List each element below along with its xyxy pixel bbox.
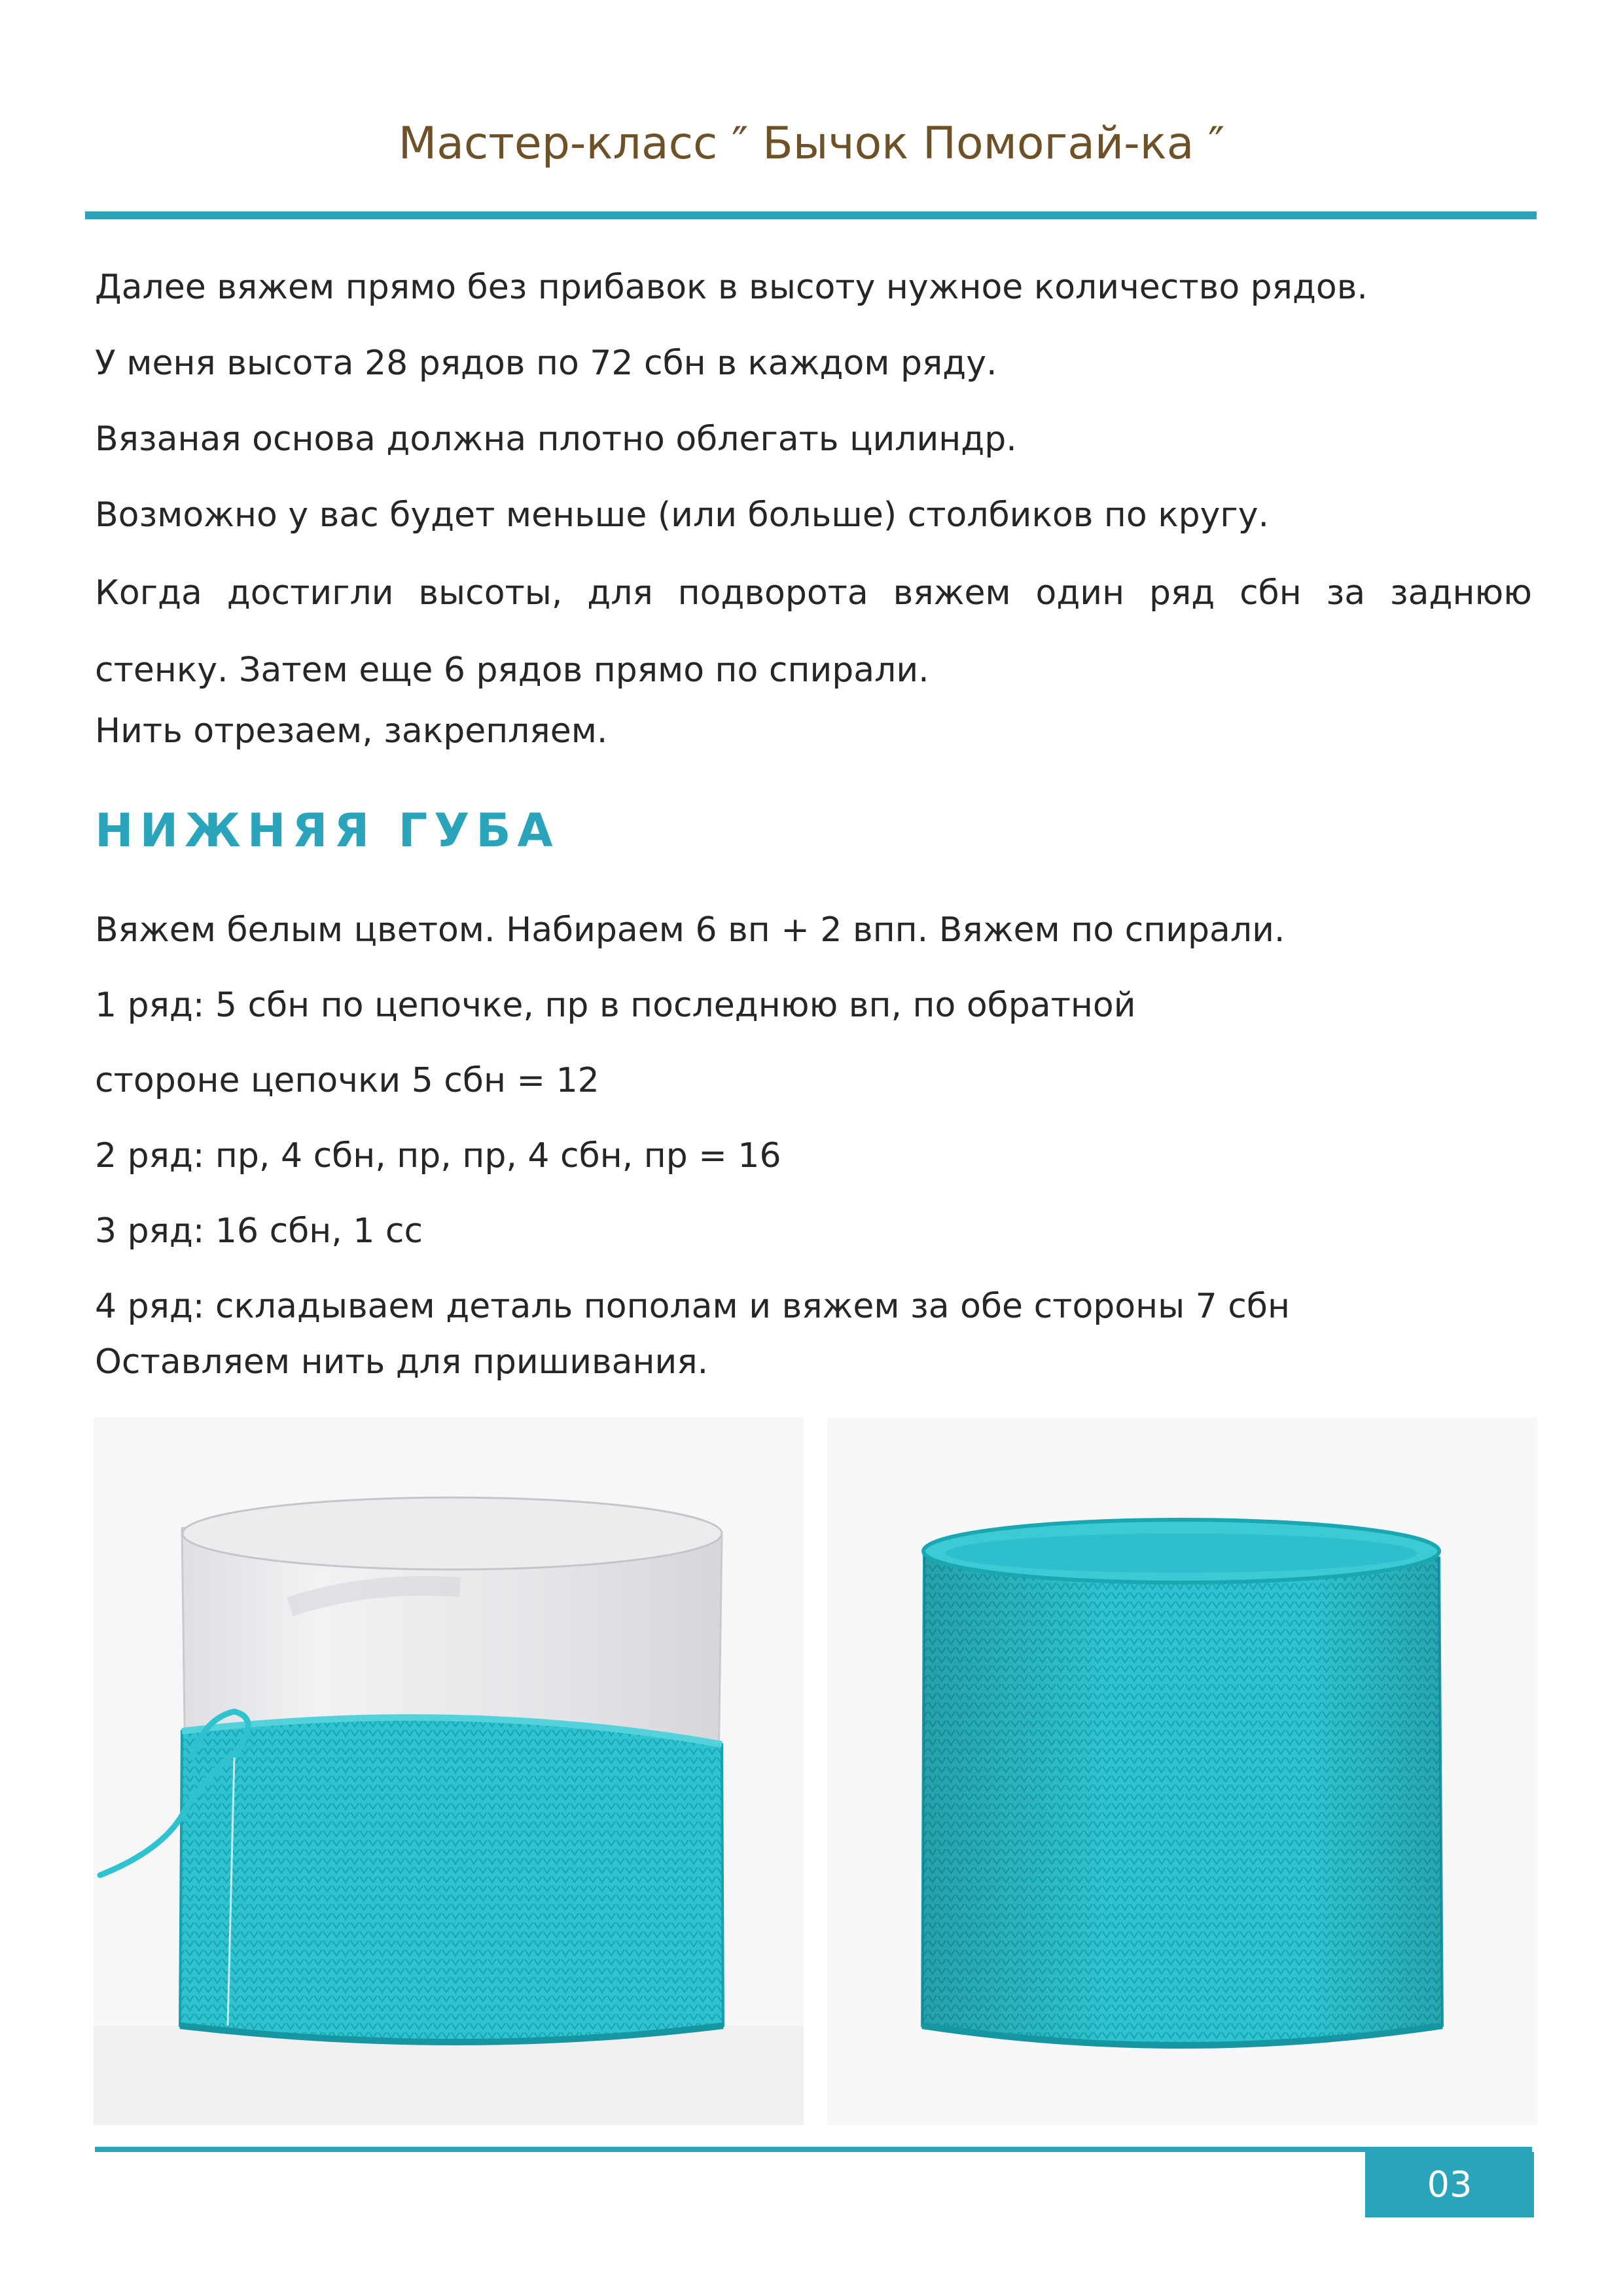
step-line: Оставляем нить для пришивания. bbox=[95, 1342, 709, 1382]
photo-knit-on-cylinder-drawing bbox=[94, 1417, 804, 2125]
step-line: 3 ряд: 16 сбн, 1 сс bbox=[95, 1211, 423, 1251]
photo-knit-finished-drawing bbox=[827, 1417, 1537, 2125]
paragraph: Когда достигли высоты, для подворота вяжем один ряд сбн за заднюю стенку. Затем еще 6 рядов прямо по спирали. bbox=[95, 573, 1532, 690]
paragraph: Далее вяжем прямо без прибавок в высоту нужное количество рядов. bbox=[95, 268, 1368, 307]
step-line: 1 ряд: 5 сбн по цепочке, пр в последнюю вп, по обратной bbox=[95, 986, 1136, 1025]
step-line: стороне цепочки 5 сбн = 12 bbox=[95, 1061, 599, 1100]
page-title: Мастер-класс ″ Бычок Помогай-ка ″ bbox=[398, 118, 1225, 170]
title-divider bbox=[85, 211, 1537, 219]
photo-knit-finished bbox=[827, 1417, 1537, 2125]
step-line: 2 ряд: пр, 4 сбн, пр, пр, 4 сбн, пр = 16 bbox=[95, 1136, 781, 1175]
page-number: 03 bbox=[1365, 2152, 1534, 2217]
paragraph: Вязаная основа должна плотно облегать цилиндр. bbox=[95, 420, 1017, 459]
paragraph: Возможно у вас будет меньше (или больше) столбиков по кругу. bbox=[95, 495, 1270, 535]
step-line: Вяжем белым цветом. Набираем 6 вп + 2 впп. Вяжем по спирали. bbox=[95, 910, 1285, 950]
section-heading: НИЖНЯЯ ГУБА bbox=[95, 804, 560, 857]
photo-knit-on-cylinder bbox=[94, 1417, 804, 2125]
step-line: 4 ряд: складываем деталь пополам и вяжем за обе стороны 7 сбн bbox=[95, 1287, 1290, 1326]
paragraph: У меня высота 28 рядов по 72 сбн в каждом ряду. bbox=[95, 344, 997, 383]
paragraph: Нить отрезаем, закрепляем. bbox=[95, 711, 608, 751]
footer-divider bbox=[95, 2147, 1532, 2152]
